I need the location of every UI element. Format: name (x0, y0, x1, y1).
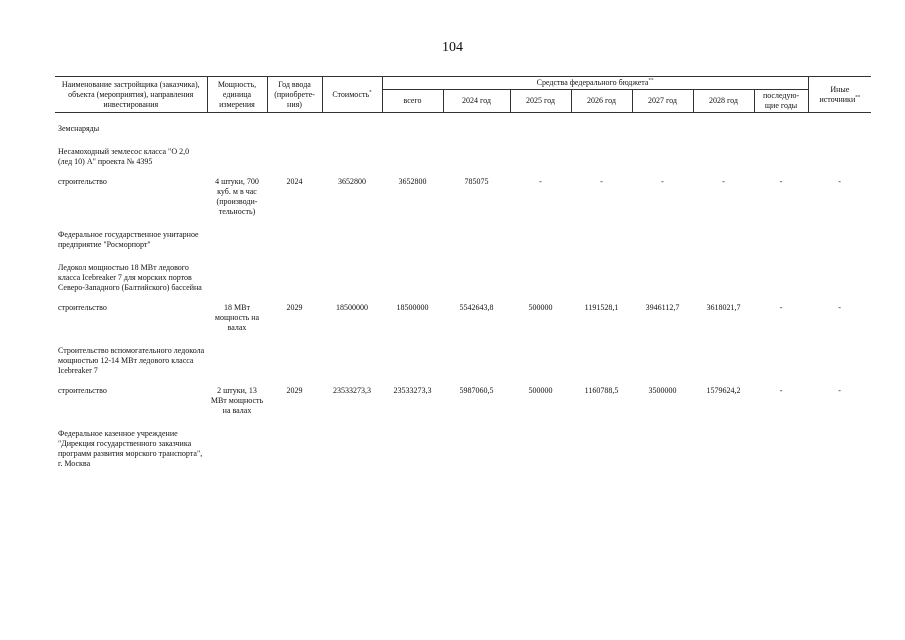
cell-2024: 5987060,5 (459, 386, 494, 395)
cell-2027: 3500000 (648, 386, 677, 395)
cell-other: - (838, 386, 841, 395)
header-other-sources: Иные источники** (808, 77, 871, 113)
cell-cost: 23533273,3 (333, 386, 371, 395)
header-year: Год ввода (приобрете-ния) (267, 77, 322, 113)
cell-total: 18500000 (396, 303, 429, 312)
table-row (55, 136, 871, 169)
cell-2028: - (722, 177, 725, 186)
cell-2027: 3946112,7 (645, 303, 680, 312)
header-cost: Стоимость* (322, 77, 382, 113)
table-row (55, 113, 871, 137)
cell-later: - (779, 303, 783, 312)
cell-2024: 5542643,8 (459, 303, 494, 312)
row-name: Строительство вспомогательного ледокола мощностью 12-14 МВт ледового класса Icebreaker 7 (58, 346, 205, 375)
cell-total: 3652800 (398, 177, 427, 186)
cell-cost: 3652800 (338, 177, 366, 186)
cell-2026: 1191528,1 (584, 303, 619, 312)
row-name: строительство (58, 177, 107, 186)
header-later-years: последую-щие годы (754, 90, 808, 113)
row-name: Федеральное казенное учреждение "Дирекция государственного заказчика программ развития морского транспорта", г. Москва (58, 429, 203, 468)
cell-year: 2029 (286, 303, 303, 312)
row-name: Ледокол мощностью 18 МВт ледового класса Icebreaker 7 для морских портов Северо-Западного (Балтийского) бассейна (58, 263, 202, 292)
cell-cost: 18500000 (336, 303, 368, 312)
table-row (55, 335, 871, 378)
cell-2024: 785075 (464, 177, 489, 186)
cell-other: - (838, 177, 841, 186)
row-name: строительство (58, 386, 107, 395)
table-row (55, 295, 871, 335)
cell-2028: 1579624,2 (706, 386, 741, 395)
cell-year: 2024 (286, 177, 303, 186)
investment-table (55, 76, 871, 471)
cell-2028: 3618021,7 (706, 303, 741, 312)
table-row (55, 378, 871, 418)
table-row (55, 219, 871, 252)
header-capacity: Мощность, единица измерения (207, 77, 267, 113)
header-name: Наименование застройщика (заказчика), объекта (мероприятия), направления инвестирования (55, 77, 207, 113)
cell-later: - (779, 386, 783, 395)
cell-total: 23533273,3 (393, 386, 432, 395)
header-2027: 2027 год (632, 90, 693, 113)
header-total: всего (382, 90, 443, 113)
page-number: 104 (442, 40, 463, 55)
cell-later: - (779, 177, 783, 186)
header-2028: 2028 год (693, 90, 754, 113)
table-row (55, 252, 871, 295)
cell-2027: - (661, 177, 664, 186)
cell-capacity: 4 штуки, 700 куб. м в час (производи-тельность) (215, 177, 259, 216)
header-federal-budget: Средства федерального бюджета** (382, 77, 808, 90)
cell-2025: 500000 (528, 303, 553, 312)
header-2026: 2026 год (571, 90, 632, 113)
header-2025: 2025 год (510, 90, 571, 113)
cell-2026: - (600, 177, 603, 186)
table-row (55, 418, 871, 471)
row-name: Федеральное государственное унитарное предприятие "Росморпорт" (58, 230, 199, 249)
cell-capacity: 2 штуки, 13 МВт мощность на валах (210, 386, 264, 415)
table-row (55, 169, 871, 219)
cell-other: - (838, 303, 841, 312)
row-name: Земснаряды (58, 124, 100, 133)
cell-2025: - (539, 177, 542, 186)
cell-2025: 500000 (528, 386, 553, 395)
row-name: Несамоходный землесос класса "О 2,0 (лед 10) А" проекта № 4395 (58, 147, 190, 166)
cell-2026: 1160788,5 (584, 386, 619, 395)
row-name: строительство (58, 303, 107, 312)
cell-year: 2029 (286, 386, 303, 395)
cell-capacity: 18 МВт мощность на валах (214, 303, 260, 332)
header-2024: 2024 год (443, 90, 510, 113)
